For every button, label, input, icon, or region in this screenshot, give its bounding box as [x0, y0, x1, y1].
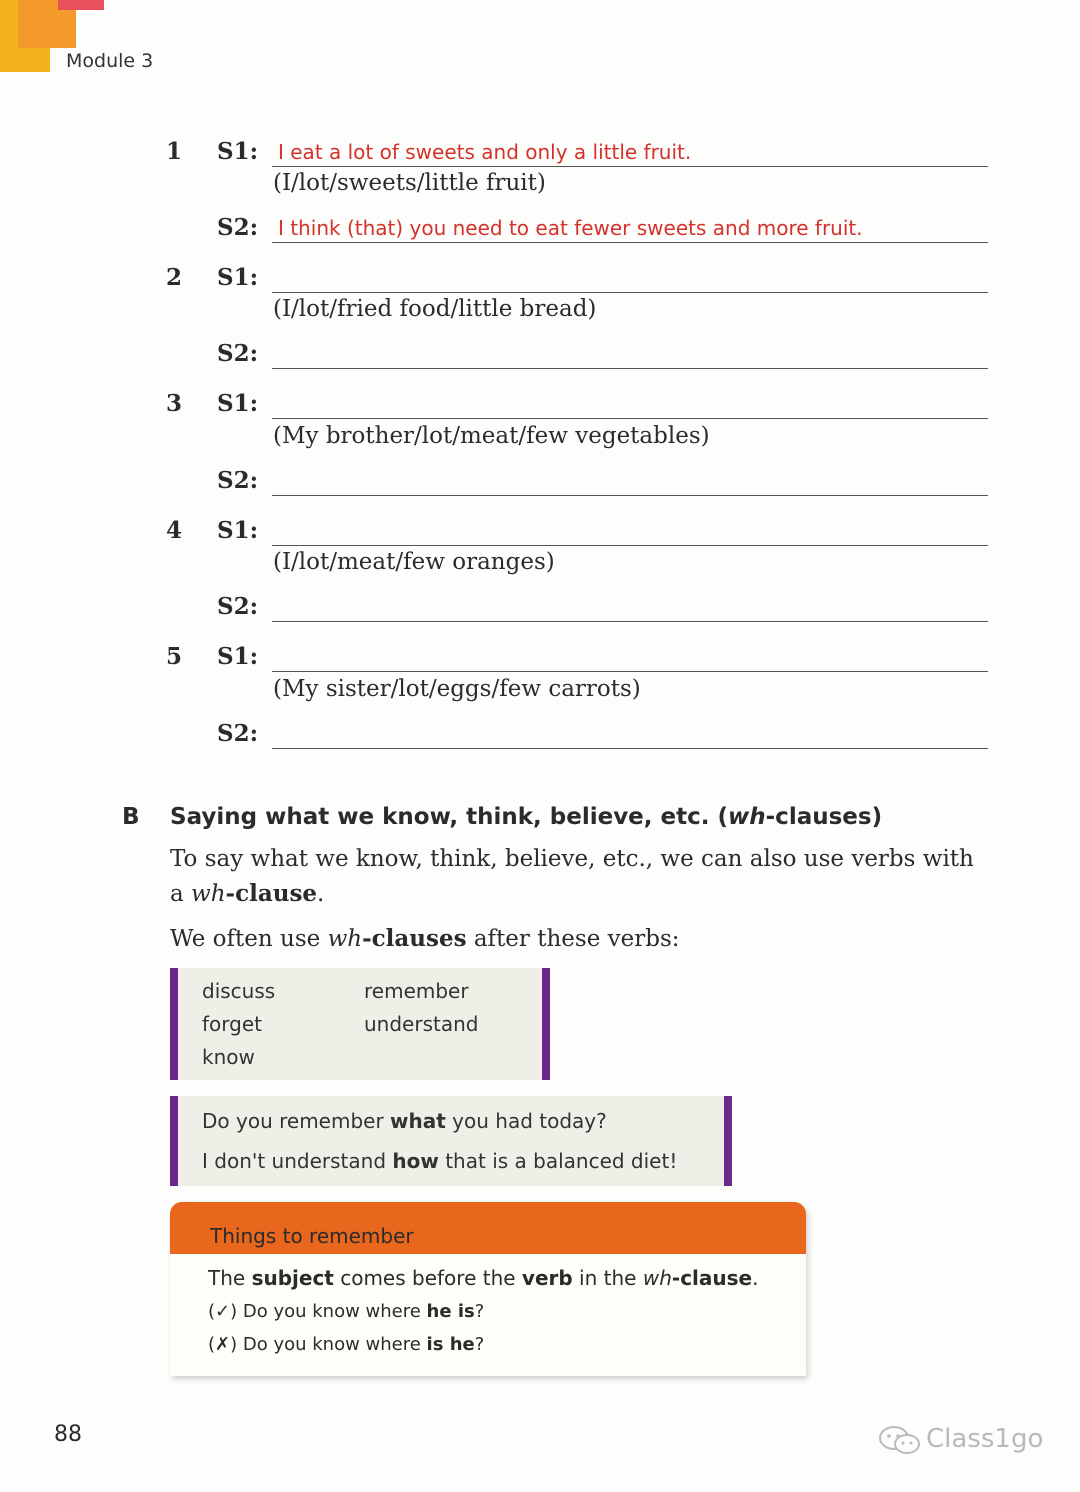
text: Do you remember: [202, 1109, 391, 1133]
verb-item: understand: [364, 1012, 479, 1036]
text-wh: wh: [642, 1266, 672, 1290]
answer-text: I eat a lot of sweets and only a little fruit.: [278, 140, 692, 164]
text: We often use: [170, 926, 328, 952]
section-letter: B: [122, 804, 140, 830]
cue-text: (I/lot/meat/few oranges): [273, 549, 555, 575]
answer-line-s2[interactable]: [272, 340, 988, 369]
text: .: [317, 881, 325, 907]
text-wh: wh: [327, 926, 363, 952]
page-number: 88: [54, 1422, 82, 1447]
section-title-wh: wh: [728, 804, 766, 830]
text: you had today?: [445, 1109, 607, 1133]
watermark: [878, 1424, 1043, 1455]
example-sentence-2: [202, 1149, 677, 1173]
cross-icon: (✗): [208, 1334, 238, 1355]
text: ?: [474, 1334, 485, 1355]
header-corner-decoration-3: [58, 0, 104, 10]
remember-header: [170, 1202, 806, 1254]
example-box: [170, 1096, 732, 1186]
check-icon: (✓): [208, 1301, 238, 1322]
exercise-number: 2: [166, 264, 183, 291]
answer-line-s1[interactable]: [272, 390, 988, 419]
remember-rule: [208, 1266, 758, 1290]
text: .: [752, 1266, 759, 1290]
speaker-label: S1:: [217, 138, 259, 165]
verbs-intro: [170, 925, 680, 952]
remember-title: Things to remember: [210, 1224, 414, 1248]
exercise-number: 4: [166, 517, 183, 544]
speaker-label: S2:: [217, 340, 259, 367]
text-bold: -clause: [225, 880, 318, 907]
answer-line-s2[interactable]: [272, 214, 988, 243]
speaker-label: S1:: [217, 264, 259, 291]
text: a: [170, 881, 192, 907]
module-label: Module 3: [66, 50, 154, 72]
verb-item: remember: [364, 979, 469, 1003]
wechat-icon: [878, 1425, 922, 1455]
section-title-end: -clauses): [765, 804, 883, 830]
speaker-label: S1:: [217, 517, 259, 544]
section-title: Saying what we know, think, believe, etc. (: [170, 804, 729, 830]
text: comes before the: [333, 1266, 522, 1290]
answer-line-s2[interactable]: [272, 467, 988, 496]
verb-list-box: [170, 968, 550, 1080]
section-b-heading: [122, 804, 882, 830]
verb-item: discuss: [202, 979, 276, 1003]
cue-text: (I/lot/fried food/little bread): [273, 296, 597, 322]
speaker-label: S2:: [217, 593, 259, 620]
speaker-label: S2:: [217, 720, 259, 747]
answer-line-s2[interactable]: [272, 720, 988, 749]
answer-line-s1[interactable]: [272, 517, 988, 546]
text-bold: what: [390, 1109, 446, 1133]
correct-example: [208, 1301, 484, 1322]
example-sentence-1: [202, 1109, 607, 1133]
intro-paragraph-line2: [170, 880, 324, 907]
speaker-label: S1:: [217, 390, 259, 417]
verb-item: know: [202, 1045, 255, 1069]
text-bold: he is: [426, 1301, 475, 1322]
speaker-label: S1:: [217, 643, 259, 670]
text-bold: verb: [521, 1266, 573, 1290]
answer-text: I think (that) you need to eat fewer sweets and more fruit.: [278, 216, 863, 240]
exercise-number: 3: [166, 390, 183, 417]
intro-paragraph-line1: To say what we know, think, believe, etc., we can also use verbs with: [170, 846, 974, 872]
cue-text: (I/lot/sweets/little fruit): [273, 170, 546, 196]
text-bold: is he: [426, 1334, 475, 1355]
verb-item: forget: [202, 1012, 262, 1036]
text: I don't understand: [202, 1149, 393, 1173]
text: Do you know where: [237, 1334, 427, 1355]
text: The: [208, 1266, 252, 1290]
text-bold: how: [392, 1149, 439, 1173]
text: that is a balanced diet!: [438, 1149, 678, 1173]
exercise-number: 1: [166, 138, 183, 165]
text-wh: wh: [191, 881, 226, 907]
text: Do you know where: [237, 1301, 427, 1322]
things-to-remember-box: [170, 1202, 806, 1376]
text: ?: [474, 1301, 485, 1322]
wrong-example: [208, 1334, 484, 1355]
text-bold: subject: [251, 1266, 334, 1290]
text: after these verbs:: [466, 926, 680, 952]
answer-line-s1[interactable]: [272, 643, 988, 672]
answer-line-s1[interactable]: [272, 264, 988, 293]
watermark-text: Class1go: [926, 1424, 1044, 1454]
cue-text: (My brother/lot/meat/few vegetables): [273, 423, 710, 449]
text: in the: [572, 1266, 643, 1290]
text-bold: -clause: [671, 1266, 753, 1290]
answer-line-s2[interactable]: [272, 593, 988, 622]
cue-text: (My sister/lot/eggs/few carrots): [273, 676, 641, 702]
speaker-label: S2:: [217, 467, 259, 494]
text-bold: -clauses: [362, 925, 467, 952]
answer-line-s1[interactable]: [272, 138, 988, 167]
exercise-number: 5: [166, 643, 183, 670]
speaker-label: S2:: [217, 214, 259, 241]
